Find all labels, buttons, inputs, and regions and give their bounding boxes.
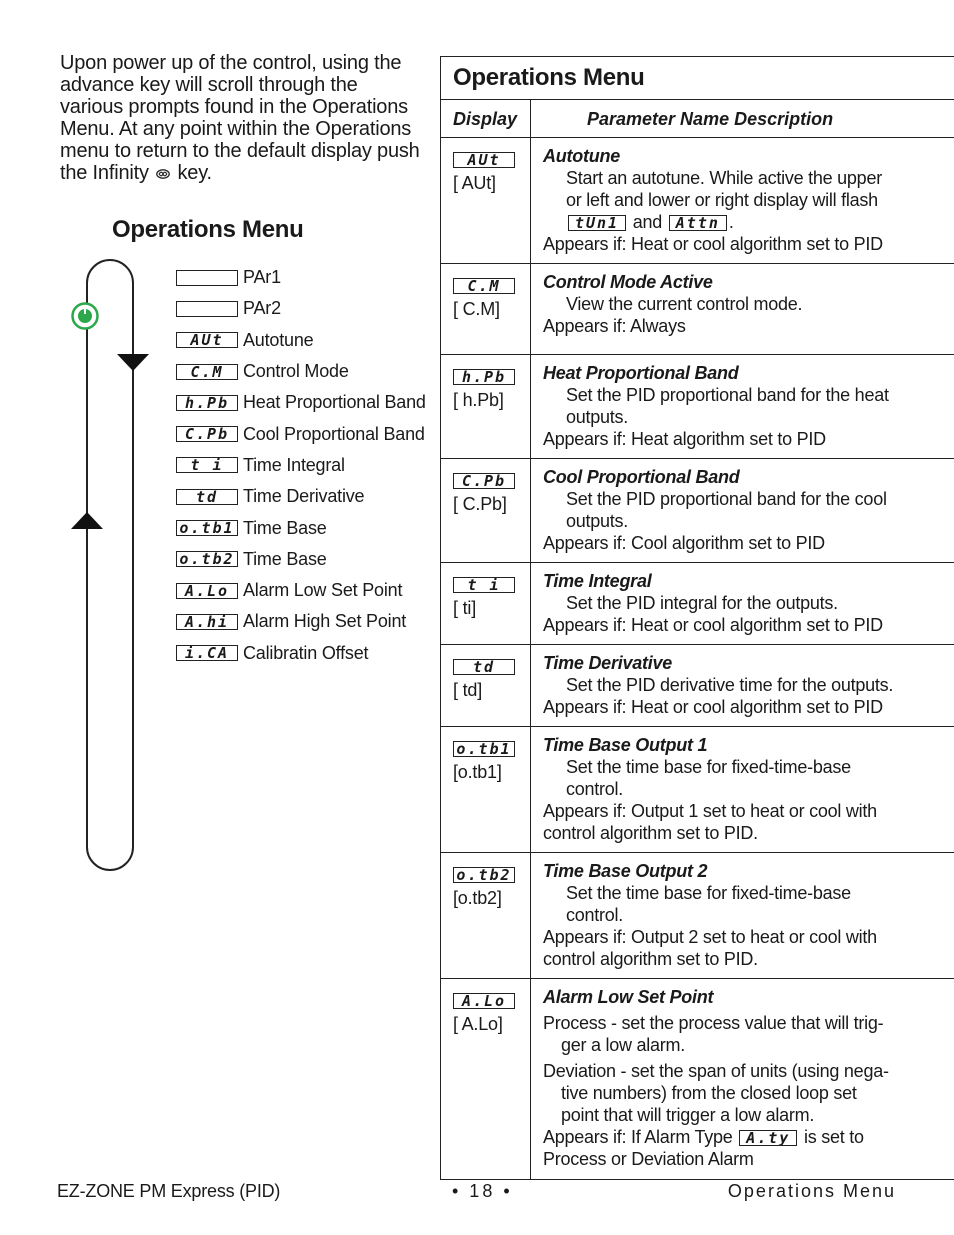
lcd-display: A.Lo: [453, 993, 515, 1009]
prompt-item: [176, 418, 426, 449]
footer-product: EZ-ZONE PM Express (PID): [57, 1181, 281, 1201]
left-menu-title: Operations Menu: [112, 216, 304, 243]
param-desc: control.: [566, 905, 624, 925]
param-desc: outputs.: [566, 511, 629, 531]
prompt-item: [176, 481, 426, 512]
intro-paragraph: [60, 52, 420, 184]
lcd-display: A.ty: [739, 1130, 797, 1146]
param-code: [ C.M]: [453, 299, 500, 319]
param-desc: Set the time base for fixed-time-base: [566, 883, 851, 903]
param-appears: control algorithm set to PID.: [543, 949, 758, 969]
param-name: Time Base Output 2: [543, 861, 708, 881]
intro-suffix: key.: [177, 162, 212, 184]
param-desc: Deviation - set the span of units (using nega-: [543, 1061, 889, 1081]
lcd-display: AUt: [453, 152, 515, 168]
header-description: Parameter Name Description: [587, 109, 834, 129]
prompt-item: [176, 356, 426, 387]
page-number: • 18 •: [452, 1181, 513, 1201]
menu-loop-diagram: [60, 250, 160, 880]
param-desc: outputs.: [566, 407, 629, 427]
lcd-display: o.tb2: [176, 551, 238, 567]
lcd-display: C.Pb: [176, 426, 238, 442]
param-appears: Appears if: Always: [543, 316, 686, 336]
appears-text: is set to: [804, 1127, 864, 1147]
lcd-display: C.M: [176, 364, 238, 380]
lcd-display: Attn: [669, 215, 727, 231]
prompt-label: PAr2: [243, 298, 281, 319]
arrow-down-icon: [117, 354, 149, 371]
param-code: [ h.Pb]: [453, 390, 504, 410]
header-display: Display: [441, 100, 531, 137]
param-name: Time Integral: [543, 571, 652, 591]
lcd-display: t i: [176, 457, 238, 473]
prompt-label: Control Mode: [243, 361, 349, 382]
param-name: Autotune: [543, 146, 620, 166]
param-desc: ger a low alarm.: [561, 1035, 686, 1055]
lcd-display: A.hi: [176, 614, 238, 630]
prompt-label: Cool Proportional Band: [243, 423, 425, 444]
lcd-display: h.Pb: [453, 369, 515, 385]
appears-text: Appears if: If Alarm Type: [543, 1127, 733, 1147]
period-text: .: [728, 212, 734, 232]
prompt-label: PAr1: [243, 267, 281, 288]
param-appears: [543, 1126, 954, 1148]
param-desc: View the current control mode.: [566, 294, 803, 314]
prompt-item: [176, 325, 426, 356]
lcd-display: AUt: [176, 332, 238, 348]
lcd-display: h.Pb: [176, 395, 238, 411]
table-row: [440, 979, 954, 1180]
param-code: [ ti]: [453, 598, 477, 618]
lcd-display: A.Lo: [176, 583, 238, 599]
param-name: Control Mode Active: [543, 272, 713, 292]
table-row: [440, 459, 954, 563]
param-desc: tive numbers) from the closed loop set: [561, 1083, 857, 1103]
param-desc: or left and lower or right display will flash: [566, 190, 878, 210]
param-code: [ A.Lo]: [453, 1014, 503, 1034]
param-name: Time Derivative: [543, 653, 672, 673]
param-code: [ td]: [453, 680, 483, 700]
lcd-display: o.tb1: [453, 741, 515, 757]
param-code: [o.tb1]: [453, 762, 502, 782]
prompt-label: Calibratin Offset: [243, 642, 369, 663]
param-appears: Appears if: Heat or cool algorithm set to PID: [543, 234, 883, 254]
lcd-display: [176, 270, 238, 286]
prompt-item: [176, 293, 426, 324]
table-row: [440, 563, 954, 645]
prompt-item: [176, 262, 426, 293]
param-desc: point that will trigger a low alarm.: [561, 1105, 815, 1125]
advance-key-icon: [73, 304, 98, 329]
param-desc-lcd-line: [543, 211, 954, 233]
prompt-label: Time Derivative: [243, 486, 365, 507]
prompt-label: Alarm Low Set Point: [243, 580, 403, 601]
param-code: [ C.Pb]: [453, 494, 507, 514]
lcd-display: td: [176, 489, 238, 505]
lcd-display: tUn1: [568, 215, 626, 231]
param-appears: Appears if: Heat or cool algorithm set to PID: [543, 615, 883, 635]
lcd-display: td: [453, 659, 515, 675]
lcd-display: C.Pb: [453, 473, 515, 489]
arrow-up-icon: [71, 512, 103, 529]
prompt-label: Heat Proportional Band: [243, 392, 426, 413]
param-desc: Set the PID derivative time for the outputs.: [566, 675, 894, 695]
prompt-label: Time Integral: [243, 454, 345, 475]
prompt-item: [176, 544, 426, 575]
table-row: [440, 355, 954, 459]
param-desc: Set the PID proportional band for the cool: [566, 489, 887, 509]
prompt-list: [176, 262, 426, 669]
param-name: Cool Proportional Band: [543, 467, 740, 487]
lcd-display: C.M: [453, 278, 515, 294]
intro-text: Upon power up of the control, using the advance key will scroll through the various prompts found in the Operations Menu. At any point within the Operations menu to return to the default display push the Infinity: [60, 52, 420, 184]
param-desc: Process - set the process value that will trig-: [543, 1013, 884, 1033]
table-row: [440, 264, 954, 355]
param-appears: Appears if: Output 1 set to heat or cool with: [543, 801, 877, 821]
param-appears: Appears if: Cool algorithm set to PID: [543, 533, 825, 553]
prompt-item: [176, 575, 426, 606]
param-desc: Set the PID integral for the outputs.: [566, 593, 838, 613]
param-appears: Appears if: Output 2 set to heat or cool with: [543, 927, 877, 947]
table-title: Operations Menu: [440, 56, 954, 100]
lcd-display: [176, 301, 238, 317]
param-appears: Process or Deviation Alarm: [543, 1149, 754, 1169]
param-appears: Appears if: Heat algorithm set to PID: [543, 429, 826, 449]
param-name: Heat Proportional Band: [543, 363, 739, 383]
prompt-item: [176, 638, 426, 669]
param-desc: control.: [566, 779, 624, 799]
lcd-display: i.CA: [176, 645, 238, 661]
param-code: [ AUt]: [453, 173, 496, 193]
param-name: Time Base Output 1: [543, 735, 708, 755]
infinity-key-icon: [156, 169, 170, 179]
param-name: Alarm Low Set Point: [543, 987, 714, 1007]
lcd-display: t i: [453, 577, 515, 593]
operations-table: [440, 56, 954, 1178]
prompt-item: [176, 387, 426, 418]
prompt-label: Alarm High Set Point: [243, 611, 407, 632]
prompt-label: Time Base: [243, 517, 327, 538]
and-text: and: [632, 212, 663, 232]
param-appears: Appears if: Heat or cool algorithm set to PID: [543, 697, 883, 717]
param-desc: Start an autotune. While active the upper: [566, 168, 882, 188]
lcd-display: o.tb1: [176, 520, 238, 536]
table-header: [440, 100, 954, 138]
param-appears: control algorithm set to PID.: [543, 823, 758, 843]
prompt-label: Autotune: [243, 329, 314, 350]
footer-section: Operations Menu: [727, 1181, 896, 1201]
prompt-item: [176, 512, 426, 543]
prompt-item: [176, 606, 426, 637]
prompt-item: [176, 450, 426, 481]
param-desc: Set the time base for fixed-time-base: [566, 757, 851, 777]
param-desc: Set the PID proportional band for the heat: [566, 385, 889, 405]
table-row: [440, 727, 954, 853]
table-row: [440, 645, 954, 727]
lcd-display: o.tb2: [453, 867, 515, 883]
table-row: [440, 853, 954, 979]
table-row: [440, 138, 954, 264]
prompt-label: Time Base: [243, 548, 327, 569]
loop-path: [87, 260, 133, 870]
param-code: [o.tb2]: [453, 888, 502, 908]
